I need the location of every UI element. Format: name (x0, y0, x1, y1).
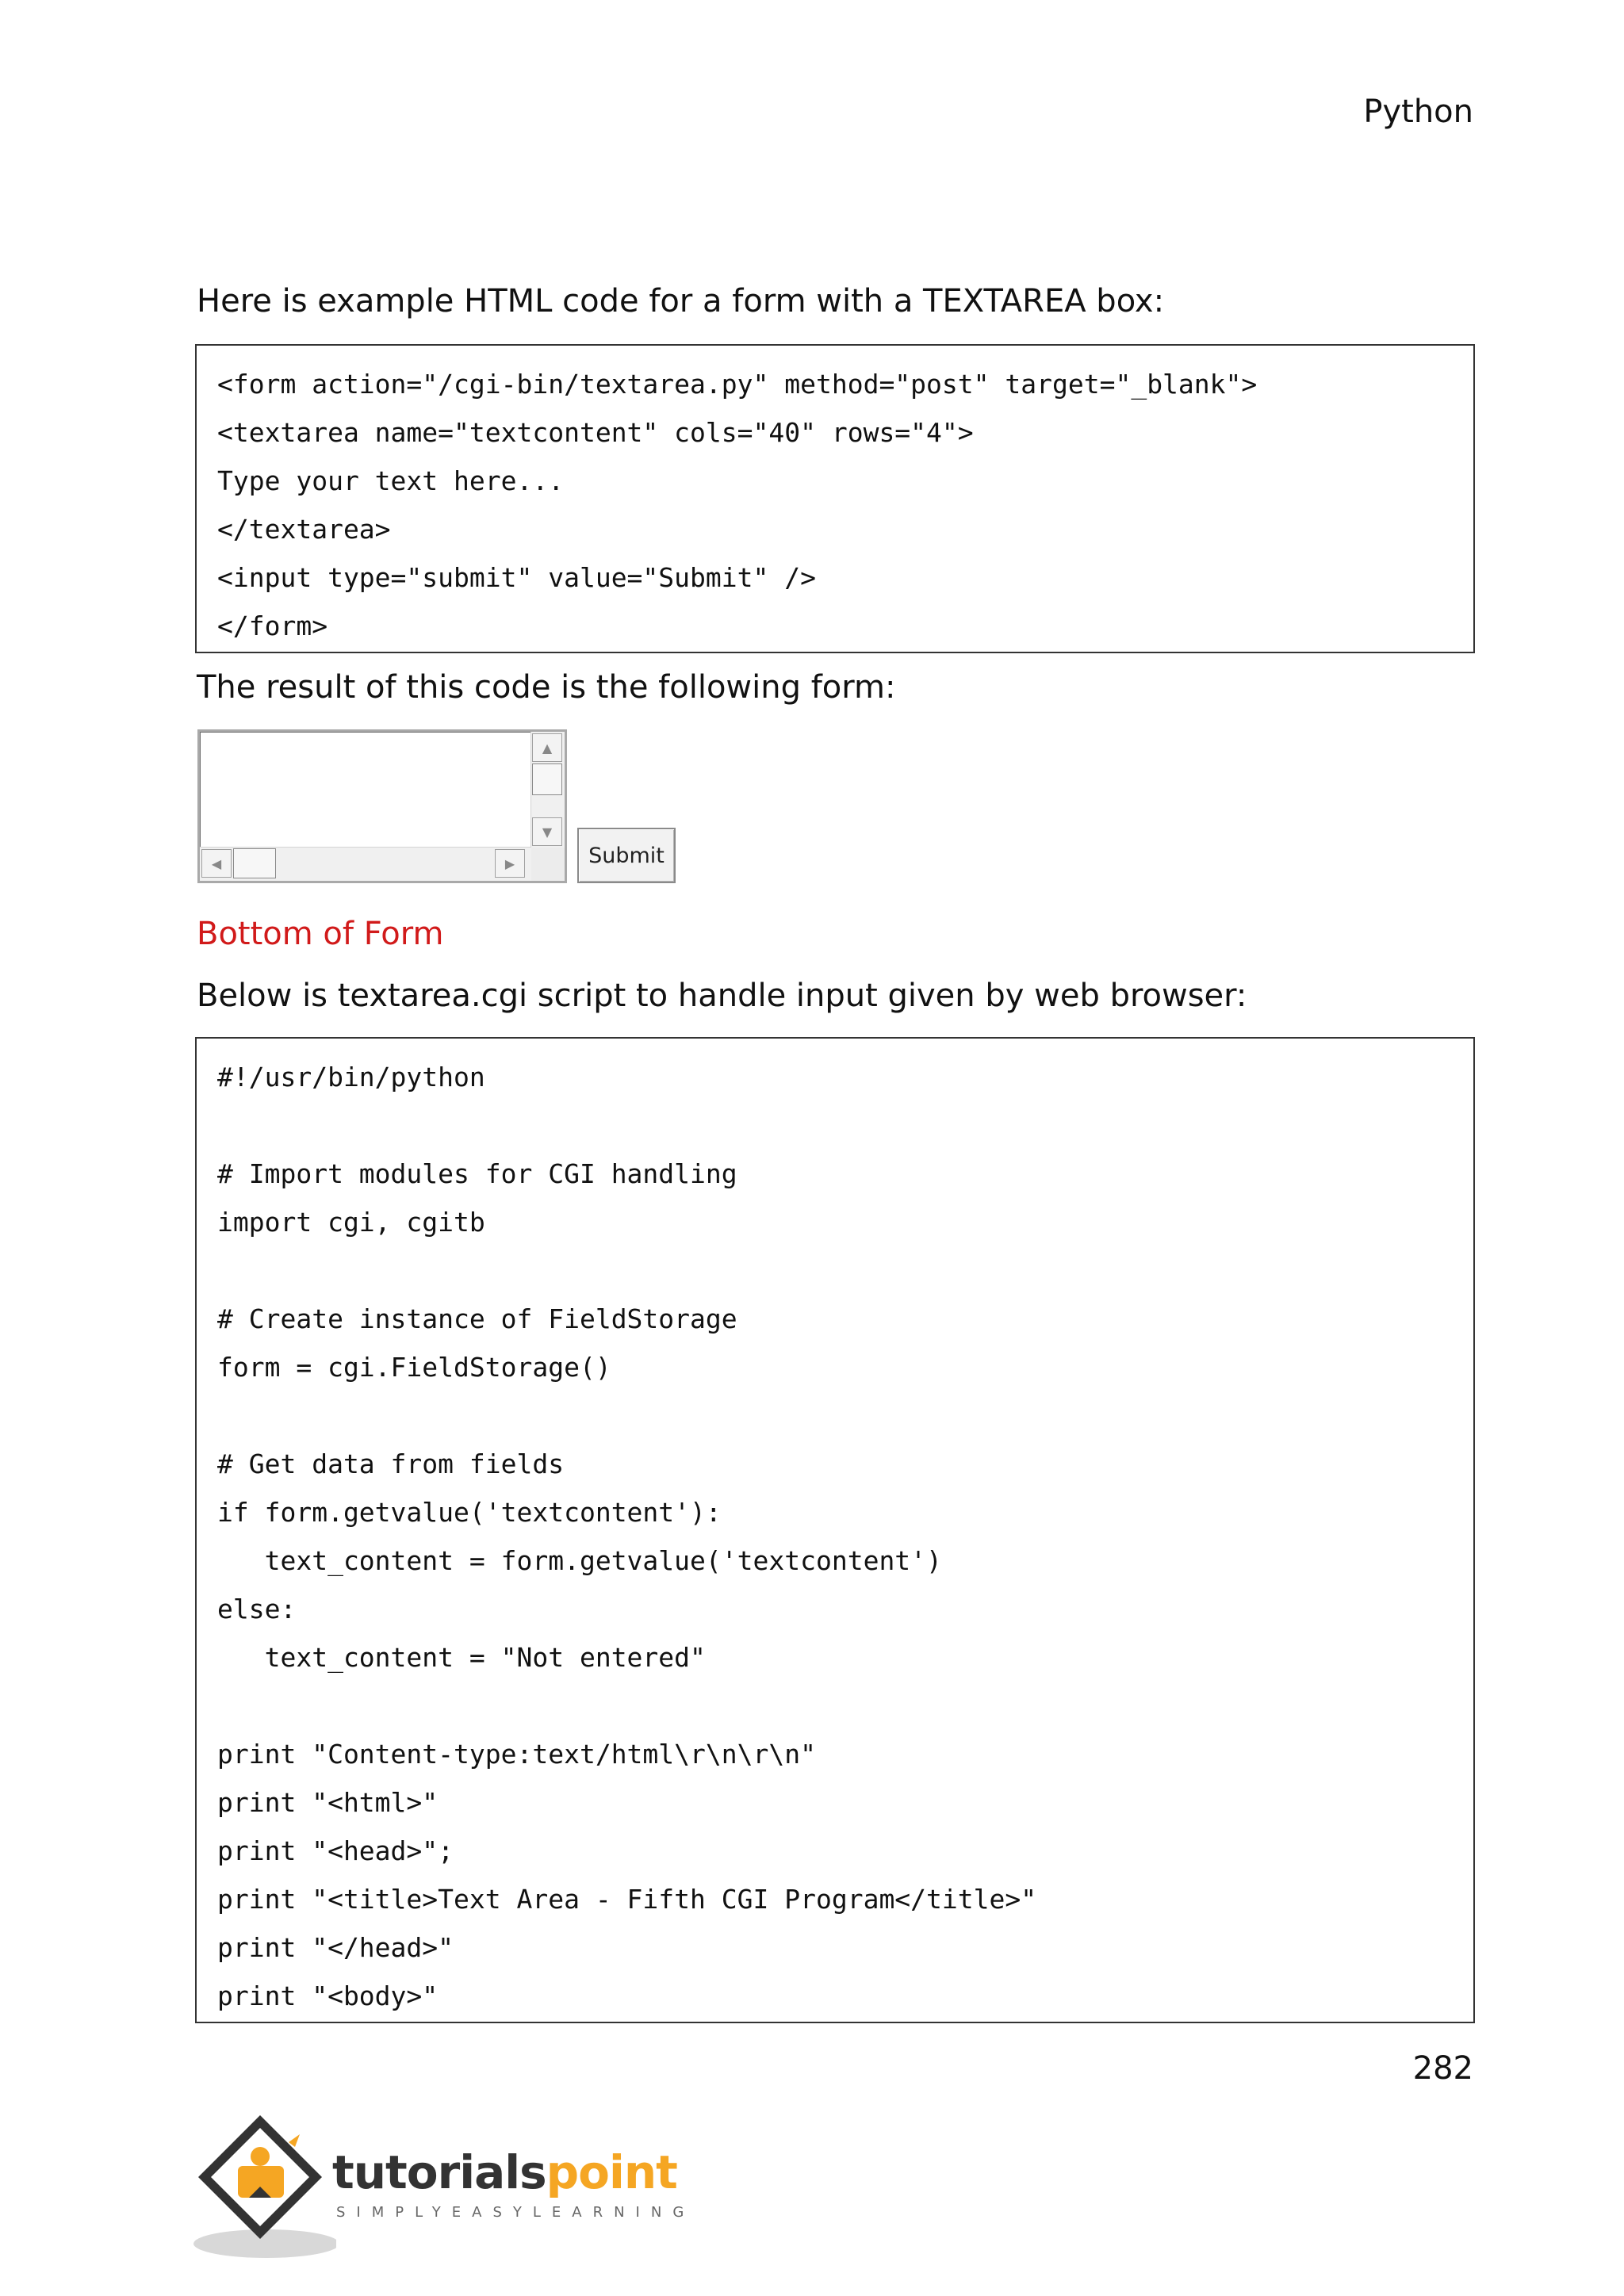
code-line: print "Content-type:text/html\r\n\r\n" (217, 1739, 816, 1770)
code-line: print "<head>"; (217, 1835, 454, 1866)
logo-diamond-icon (193, 2110, 336, 2261)
code-line: form = cgi.FieldStorage() (217, 1352, 611, 1383)
logo-wordmark: tutorialspoint (332, 2145, 677, 2199)
code-line: import cgi, cgitb (217, 1207, 485, 1238)
code-line: </form> (217, 610, 328, 641)
code-line: #!/usr/bin/python (217, 1062, 485, 1093)
code-line: <form action="/cgi-bin/textarea.py" method="post" target="_blank"> (217, 369, 1258, 400)
scroll-right-icon[interactable]: ▶ (495, 849, 525, 878)
horizontal-scrollbar[interactable] (200, 847, 531, 881)
logo-tagline: SIMPLYEASYLEARNING (336, 2204, 695, 2221)
code-line: </textarea> (217, 514, 391, 545)
vertical-scrollbar[interactable] (530, 732, 565, 849)
running-header: Python (1363, 94, 1473, 130)
tutorialspoint-logo (193, 2110, 695, 2261)
scrollbar-corner (531, 848, 565, 881)
scroll-down-icon[interactable]: ▼ (532, 817, 562, 846)
code-line: if form.getvalue('textcontent'): (217, 1497, 722, 1528)
code-line (217, 1682, 1473, 1730)
bottom-of-form-label: Bottom of Form (197, 916, 444, 952)
code-line: <input type="submit" value="Submit" /> (217, 562, 816, 593)
code-line: print "<html>" (217, 1787, 439, 1818)
code-line: else: (217, 1594, 297, 1624)
scroll-thumb[interactable] (233, 848, 276, 878)
page-number: 282 (1412, 2050, 1473, 2087)
scroll-up-icon[interactable]: ▲ (532, 733, 562, 762)
python-code-block (195, 1037, 1475, 2023)
code-line: # Get data from fields (217, 1448, 565, 1479)
scroll-thumb[interactable] (532, 763, 562, 795)
result-paragraph: The result of this code is the following form: (197, 669, 896, 706)
code-line (217, 1101, 1473, 1150)
code-line: text_content = form.getvalue('textcontent') (217, 1545, 942, 1576)
html-code-block (195, 344, 1475, 653)
below-paragraph: Below is textarea.cgi script to handle input given by web browser: (197, 978, 1247, 1014)
code-line: print "<body>" (217, 1980, 439, 2011)
code-line: print "</head>" (217, 1932, 454, 1963)
scroll-left-icon[interactable]: ◀ (201, 849, 232, 878)
code-line: print "<title>Text Area - Fifth CGI Program</title>" (217, 1884, 1037, 1915)
code-line: # Import modules for CGI handling (217, 1158, 737, 1189)
textarea-box[interactable] (197, 729, 567, 883)
code-line: Type your text here... (217, 465, 565, 496)
intro-paragraph: Here is example HTML code for a form with a TEXTAREA box: (197, 283, 1165, 320)
code-line (217, 1391, 1473, 1440)
code-line: <textarea name="textcontent" cols="40" rows="4"> (217, 417, 974, 448)
code-line: # Create instance of FieldStorage (217, 1303, 737, 1334)
submit-button[interactable] (577, 828, 676, 883)
code-line (217, 1246, 1473, 1295)
code-line: text_content = "Not entered" (217, 1642, 706, 1673)
submit-button-label: Submit (588, 843, 665, 868)
